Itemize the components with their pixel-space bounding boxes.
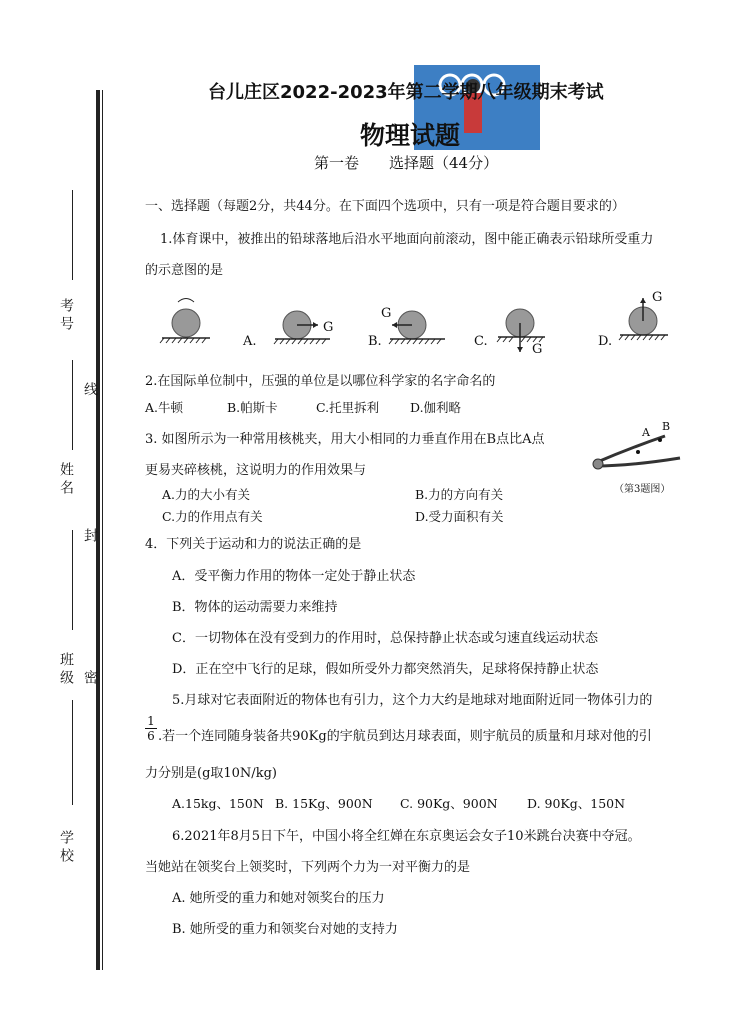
q2-text: 2.在国际单位制中，压强的单位是以哪位科学家的名字命名的 bbox=[145, 374, 496, 389]
q5-option-c: C. 90Kg、900N bbox=[400, 796, 498, 811]
q6-text-line2: 当她站在领奖台上领奖时，下列两个力为一对平衡力的是 bbox=[145, 860, 471, 875]
q3-option-a: A.力的大小有关 bbox=[162, 487, 251, 502]
school-blank bbox=[72, 700, 73, 805]
section-title: 第一卷 选择题（44分） bbox=[314, 154, 499, 172]
q1-force-label-d: G bbox=[652, 290, 663, 305]
q1-option-b: B. bbox=[368, 334, 382, 349]
q3-option-d: D.受力面积有关 bbox=[415, 509, 504, 524]
q4-text: 4．下列关于运动和力的说法正确的是 bbox=[145, 537, 362, 552]
q1-text-line2: 的示意图的是 bbox=[145, 263, 224, 278]
q5-frac-den: 6 bbox=[147, 729, 155, 743]
nutcracker-figure bbox=[590, 428, 690, 478]
class-label: 班级 bbox=[58, 652, 74, 688]
q5-frac-num: 1 bbox=[145, 714, 157, 729]
q4-option-b: B．物体的运动需要力来维持 bbox=[172, 600, 338, 615]
q1-figure-b bbox=[389, 311, 445, 344]
q1-figure-original bbox=[160, 299, 210, 344]
name-blank bbox=[72, 360, 73, 450]
q5-fraction bbox=[145, 714, 157, 743]
q5-text-line1: 5.月球对它表面附近的物体也有引力，这个力大约是地球对地面附近同一物体引力的 bbox=[172, 693, 653, 708]
class-blank bbox=[72, 530, 73, 630]
q1-text-line1: 1.体育课中，被推出的铅球落地后沿水平地面向前滚动，图中能正确表示铅球所受重力 bbox=[160, 232, 654, 247]
q6-option-b: B. 她所受的重力和领奖台对她的支持力 bbox=[172, 922, 398, 937]
q3-option-b: B.力的方向有关 bbox=[415, 487, 504, 502]
q1-option-c: C. bbox=[474, 334, 488, 349]
q2-option-a: A.牛顿 bbox=[145, 400, 184, 415]
q5-option-d: D. 90Kg、150N bbox=[527, 796, 626, 811]
instructions: 一、选择题（每题2分，共44分。在下面四个选项中，只有一项是符合题目要求的） bbox=[145, 199, 625, 214]
q4-option-a: A．受平衡力作用的物体一定处于静止状态 bbox=[172, 569, 416, 584]
exam-title: 台儿庄区2022-2023年第二学期八年级期末考试 bbox=[208, 82, 604, 103]
q3-text-line2: 更易夹碎核桃，这说明力的作用效果与 bbox=[145, 463, 367, 478]
q3-point-a: A bbox=[642, 426, 650, 439]
q1-force-label-a: G bbox=[323, 320, 334, 335]
school-label: 学校 bbox=[58, 830, 74, 866]
q2-option-d: D.伽利略 bbox=[410, 400, 462, 415]
q1-figure-a bbox=[274, 311, 330, 344]
q4-option-d: D．正在空中飞行的足球，假如所受外力都突然消失，足球将保持静止状态 bbox=[172, 662, 599, 677]
q3-option-c: C.力的作用点有关 bbox=[162, 509, 263, 524]
q3-text-line1: 3. 如图所示为一种常用核桃夹，用大小相同的力垂直作用在B点比A点 bbox=[145, 432, 545, 447]
q1-option-d: D. bbox=[598, 334, 613, 349]
secret-mark: 密 bbox=[82, 670, 98, 688]
q5-text-line2: .若一个连同随身装备共90Kg的宇航员到达月球表面，则宇航员的质量和月球对他的引 bbox=[158, 729, 652, 744]
exam-no-label: 考号 bbox=[58, 298, 74, 334]
q3-point-b: B bbox=[662, 420, 671, 433]
binding-margin-line-thin bbox=[102, 90, 103, 970]
q5-text-line3: 力分别是(g取10N/kg) bbox=[145, 766, 277, 781]
seal-mark: 封 bbox=[82, 528, 98, 546]
name-label: 姓名 bbox=[58, 462, 74, 498]
q5-option-b: B. 15Kg、900N bbox=[275, 796, 373, 811]
q2-option-b: B.帕斯卡 bbox=[227, 400, 278, 415]
exam-no-blank bbox=[72, 190, 73, 280]
q2-option-c: C.托里拆利 bbox=[316, 400, 380, 415]
q6-option-a: A. 她所受的重力和她对领奖台的压力 bbox=[172, 891, 385, 906]
q4-option-c: C．一切物体在没有受到力的作用时，总保持静止状态或匀速直线运动状态 bbox=[172, 631, 598, 646]
subject-title: 物理试题 bbox=[360, 121, 461, 150]
q1-option-a: A. bbox=[243, 334, 257, 349]
q3-caption: （第3题图） bbox=[614, 484, 671, 495]
q1-figures bbox=[150, 290, 690, 360]
q1-force-label-c: G bbox=[532, 342, 543, 357]
q5-option-a: A.15kg、150N bbox=[172, 796, 264, 811]
binding-line-mark: 线 bbox=[82, 382, 98, 400]
q1-force-label-b: G bbox=[381, 306, 392, 321]
q6-text-line1: 6.2021年8月5日下午，中国小将全红婵在东京奥运会女子10米跳台决赛中夺冠。 bbox=[172, 829, 641, 844]
